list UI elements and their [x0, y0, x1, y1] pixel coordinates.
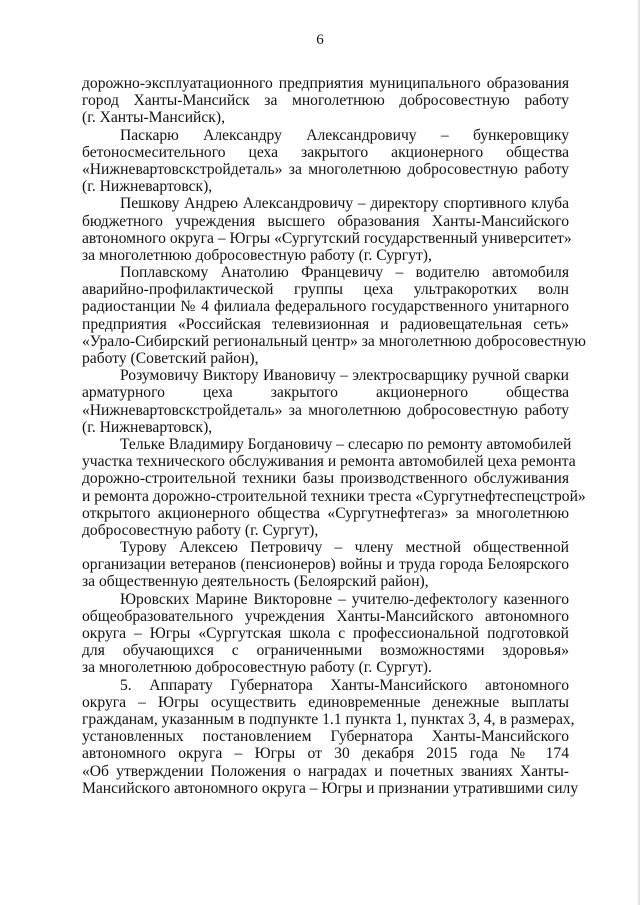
text-line: (г. Нижневартовск), — [82, 178, 213, 196]
text-line: для обучающихся с ограниченными возможностями здоровья» — [82, 642, 569, 660]
text-line: Розумовичу Виктору Ивановичу – электросварщику ручной сварки — [120, 367, 569, 385]
text-line: за многолетнюю добросовестную работу (г. Сургут). — [82, 659, 432, 677]
text-line: «Урало-Сибирский региональный центр» за многолетнюю добросовестную — [82, 332, 586, 350]
paragraph-p5 — [82, 435, 586, 539]
text-line: бетоносмесительного цеха закрытого акционерного общества — [82, 143, 569, 161]
paragraph-p8 — [82, 676, 579, 797]
text-line: Тельке Владимиру Богдановичу – слесарю по ремонту автомобилей — [120, 435, 572, 453]
text-line: и ремонта дорожно-строительной техники треста «Сургутнефтеспецстрой» — [82, 487, 586, 505]
text-line: общеобразовательного учреждения Ханты-Мансийского автономного — [82, 607, 569, 625]
text-line: 5. Аппарату Губернатора Ханты-Мансийского автономного — [120, 676, 569, 694]
text-line: предприятия «Российская телевизионная и радиовещательная сеть» — [82, 315, 569, 333]
text-line: округа – Югры «Сургутская школа с профессиональной подготовкой — [82, 625, 569, 642]
paragraph-p2 — [82, 195, 572, 264]
text-line: открытого акционерного общества «Сургутнефтегаз» за многолетнюю — [82, 504, 569, 522]
text-line: Юровских Марине Викторовне – учителю-дефектологу казенного — [120, 590, 569, 608]
paragraph-p4 — [82, 367, 569, 436]
text-line: (г. Нижневартовск), — [82, 418, 213, 436]
text-line: округа – Югры осуществить единовременные денежные выплаты — [82, 693, 569, 711]
text-line: Пешкову Андрею Александровичу – директору спортивного клуба — [120, 195, 569, 213]
paragraph-p1 — [82, 127, 569, 196]
text-line: участка технического обслуживания и ремонта автомобилей цеха ремонта — [82, 453, 576, 471]
text-line: радиостанции № 4 филиала федерального государственного унитарного — [82, 298, 569, 316]
text-line: за многолетнюю добросовестную работу (г. Сургут), — [82, 246, 432, 264]
text-line: город Ханты-Мансийск за многолетнюю добросовестную работу — [82, 92, 569, 110]
text-line: «Об утверждении Положения о наградах и почетных званиях Ханты- — [82, 762, 569, 780]
text-line: Поплавскому Анатолию Францевичу – водителю автомобиля — [120, 264, 569, 282]
text-line: гражданам, указанным в подпункте 1.1 пункта 1, пунктах 3, 4, в размерах, — [82, 710, 575, 728]
text-line: дорожно-строительной техники базы производственного обслуживания — [82, 470, 569, 488]
paragraph-p0 — [82, 75, 569, 127]
text-line: работу (Советский район), — [82, 350, 259, 367]
text-line: (г. Ханты-Мансийск), — [82, 109, 225, 127]
paragraph-p6 — [82, 539, 569, 591]
text-line: за общественную деятельность (Белоярский район), — [82, 573, 429, 591]
text-line: дорожно-эксплуатационного предприятия муниципального образования — [82, 75, 569, 92]
text-line: установленных постановлением Губернатора Ханты-Мансийского — [82, 728, 569, 746]
text-line: арматурного цеха закрытого акционерного общества — [82, 384, 569, 402]
page-number: 6 — [316, 32, 324, 48]
text-line: организации ветеранов (пенсионеров) войны и труда города Белоярского — [82, 556, 569, 574]
text-line: автономного округа – Югры от 30 декабря 2015 года № 174 — [82, 745, 569, 763]
document-body — [82, 75, 586, 797]
paragraph-p7 — [82, 591, 569, 677]
text-line: добросовестную работу (г. Сургут), — [82, 521, 319, 539]
text-line: автономного округа – Югры «Сургутский государственный университет» — [82, 229, 572, 247]
text-line: Паскарю Александру Александровичу – бункеровщику — [120, 126, 569, 144]
text-line: Мансийского автономного округа – Югры и признании утратившими силу — [82, 779, 579, 797]
paragraph-p3 — [82, 264, 586, 367]
text-line: бюджетного учреждения высшего образования Ханты-Мансийского — [82, 212, 569, 230]
text-line: аварийно-профилактической группы цеха ультракоротких волн — [82, 281, 569, 299]
text-line: «Нижневартовскстройдеталь» за многолетнюю добросовестную работу — [82, 401, 569, 419]
text-line: Турову Алексею Петровичу – члену местной общественной — [120, 539, 569, 557]
text-line: «Нижневартовскстройдеталь» за многолетнюю добросовестную работу — [82, 160, 569, 178]
